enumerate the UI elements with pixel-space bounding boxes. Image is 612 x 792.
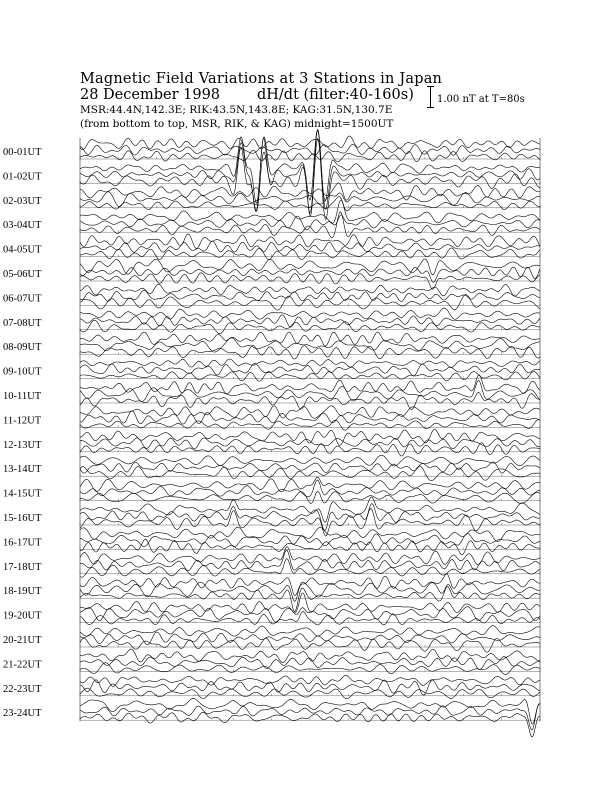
hour-label-14-15UT: 14-15UT: [3, 488, 42, 500]
hour-label-17-18UT: 17-18UT: [3, 561, 42, 573]
trace-RIK-13-14UT: [80, 462, 540, 473]
trace-MSR-21-22UT: [80, 663, 540, 675]
scale-label: 1.00 nT at T=80s: [437, 94, 525, 105]
date-label: 28 December 1998: [80, 87, 221, 103]
hour-label-23-24UT: 23-24UT: [3, 708, 42, 720]
trace-MSR-04-05UT: [80, 248, 540, 260]
trace-KAG-05-06UT: [80, 259, 540, 275]
trace-KAG-14-15UT: [80, 477, 540, 492]
hour-label-19-20UT: 19-20UT: [3, 610, 42, 622]
trace-MSR-07-08UT: [80, 320, 540, 334]
hour-label-22-23UT: 22-23UT: [3, 683, 42, 695]
trace-MSR-17-18UT: [80, 559, 540, 578]
hour-label-21-22UT: 21-22UT: [3, 659, 42, 671]
trace-MSR-06-07UT: [80, 295, 540, 311]
station-order-note: (from bottom to top, MSR, RIK, & KAG) midnight=1500UT: [80, 118, 394, 130]
trace-KAG-06-07UT: [80, 284, 540, 296]
hour-label-11-12UT: 11-12UT: [3, 415, 42, 427]
trace-KAG-18-19UT: [80, 574, 540, 596]
trace-KAG-16-17UT: [80, 527, 540, 542]
trace-RIK-12-13UT: [80, 438, 540, 449]
trace-RIK-22-23UT: [80, 680, 540, 695]
chart-title: Magnetic Field Variations at 3 Stations in Japan: [80, 71, 443, 87]
hour-label-12-13UT: 12-13UT: [3, 439, 42, 451]
station-coordinates: MSR:44.4N,142.3E; RIK:43.5N,143.8E; KAG:31.5N,130.7E: [80, 104, 393, 116]
trace-KAG-04-05UT: [80, 234, 540, 249]
trace-MSR-19-20UT: [80, 612, 540, 625]
trace-KAG-15-16UT: [80, 497, 540, 522]
hour-label-02-03UT: 02-03UT: [3, 195, 42, 207]
hour-label-09-10UT: 09-10UT: [3, 366, 42, 378]
trace-RIK-07-08UT: [80, 315, 540, 327]
trace-KAG-03-04UT: [80, 200, 540, 223]
trace-KAG-09-10UT: [80, 359, 540, 367]
trace-MSR-10-11UT: [80, 392, 540, 409]
trace-KAG-12-13UT: [80, 429, 540, 445]
trace-KAG-22-23UT: [80, 675, 540, 686]
trace-RIK-21-22UT: [80, 657, 540, 670]
trace-RIK-17-18UT: [80, 550, 540, 571]
trace-RIK-02-03UT: [80, 192, 540, 207]
hour-label-10-11UT: 10-11UT: [3, 391, 42, 402]
hour-label-13-14UT: 13-14UT: [3, 464, 42, 476]
filter-label: dH/dt (filter:40-160s): [257, 87, 414, 103]
hour-label-07-08UT: 07-08UT: [3, 317, 42, 329]
trace-MSR-00-01UT: [80, 150, 540, 162]
trace-MSR-23-24UT: [80, 712, 540, 737]
trace-RIK-04-05UT: [80, 241, 540, 252]
trace-KAG-21-22UT: [80, 649, 540, 663]
hour-label-04-05UT: 04-05UT: [3, 244, 42, 256]
hour-label-05-06UT: 05-06UT: [3, 269, 42, 280]
trace-RIK-08-09UT: [80, 338, 540, 352]
trace-RIK-15-16UT: [80, 504, 540, 531]
trace-KAG-13-14UT: [80, 455, 540, 466]
hour-label-03-04UT: 03-04UT: [3, 220, 42, 232]
trace-KAG-07-08UT: [80, 308, 540, 319]
trace-RIK-11-12UT: [80, 411, 540, 424]
trace-KAG-08-09UT: [80, 332, 540, 346]
trace-KAG-20-21UT: [80, 626, 540, 637]
hour-label-20-21UT: 20-21UT: [3, 635, 42, 646]
hour-label-06-07UT: 06-07UT: [3, 293, 42, 305]
trace-KAG-00-01UT: [80, 136, 540, 150]
trace-MSR-12-13UT: [80, 443, 540, 456]
hour-label-08-09UT: 08-09UT: [3, 342, 42, 354]
hour-label-15-16UT: 15-16UT: [3, 513, 42, 524]
trace-RIK-14-15UT: [80, 480, 540, 497]
hour-label-00-01UT: 00-01UT: [3, 147, 42, 158]
hour-label-16-17UT: 16-17UT: [3, 537, 42, 549]
hour-label-18-19UT: 18-19UT: [3, 586, 42, 598]
trace-MSR-11-12UT: [80, 420, 540, 430]
trace-RIK-03-04UT: [80, 215, 540, 230]
hour-label-01-02UT: 01-02UT: [3, 171, 42, 183]
